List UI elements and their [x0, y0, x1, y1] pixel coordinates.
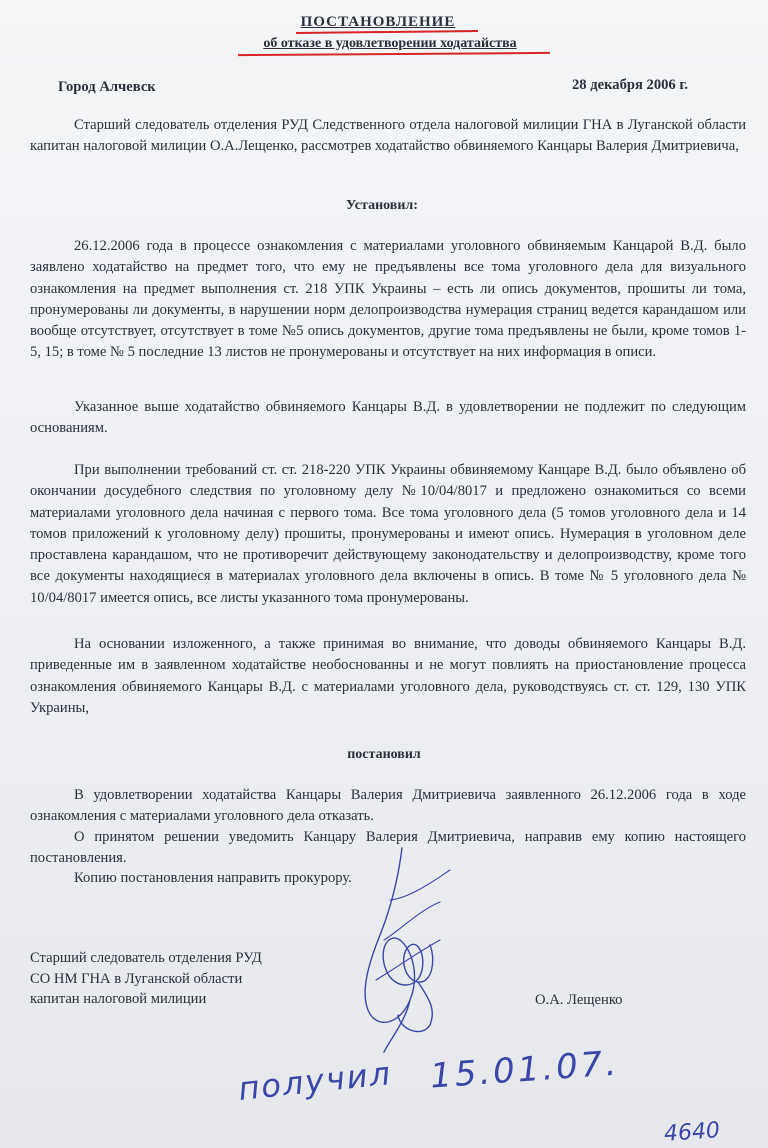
signer-name: О.А. Лещенко [535, 992, 623, 1008]
handwritten-signature [340, 840, 480, 1060]
red-underline [238, 52, 550, 56]
signature-title-line: капитан налоговой милиции [30, 991, 207, 1007]
signature-title-line: СО НМ ГНА в Луганской области [30, 971, 243, 987]
document-subtitle: об отказе в удовлетворении ходатайства [263, 36, 517, 51]
paragraph: При выполнении требований ст. ст. 218-220 УПК Украины обвиняемому Канцаре В.Д. было объявлено об окончании досудебного следствия по уголовному делу №10/04/8017 и предложено ознакомиться со всеми материалами уголовного дела начиная с первого тома. Все тома уголовного дела (5 томов уголовного дела и 14 томов приложений к уголовному делу) прошиты, пронумерованы и имеют опись. Нумерация в уголовном деле проставлена карандашом, что не противоречит действующему законодательству и делопроизводству, кроме того все документы находящиеся в материалах уголовного дела включены в опись. В томе № 5 уголовного дела № 10/04/8017 имеется опись, все листы указанного тома пронумерованы. [30, 462, 746, 606]
intro-paragraph: Старший следователь отделения РУД Следственного отдела налоговой милиции ГНА в Луганской области капитан налоговой милиции О.А.Лещенко, рассмотрев ходатайство обвиняемого Канцары Валерия Дмитриевича, [30, 117, 746, 155]
date: 28 декабря 2006 г. [572, 77, 689, 93]
handwritten-received-date: 15.01.07. [428, 1043, 621, 1097]
city: Город Алчевск [58, 79, 156, 95]
decision-paragraph: В удовлетворении ходатайства Канцары Валерия Дмитриевича заявленного 26.12.2006 года в ходе ознакомления с материалами уголовного дела отказать. [30, 787, 746, 825]
handwritten-page-number: 4640 [663, 1118, 721, 1147]
signature-title-line: Старший следователь отделения РУД [30, 950, 262, 966]
paragraph: Указанное выше ходатайство обвиняемого Канцары В.Д. в удовлетворении не подлежит по следующим основаниям. [30, 399, 746, 437]
paragraph: На основании изложенного, а также принимая во внимание, что доводы обвиняемого Канцары В.Д. приведенные им в заявленном ходатайстве необоснованны и не могут повлиять на приостановление процесса ознакомления обвиняемого Канцары В.Д. с материалами уголовного дела, руководствуясь ст. ст. 129, 130 УПК Украины, [30, 636, 746, 716]
paragraph: 26.12.2006 года в процессе ознакомления с материалами уголовного обвиняемым Канцарой В.Д. было заявлено ходатайство на предмет того, что ему не предъявлены все тома уголовного дела для визуального ознакомления на предмет выполнения ст. 218 УПК Украины – есть ли опись документов, прошиты ли тома, пронумерованы ли документы, в нарушении норм делопроизводства нумерация страниц ведется карандашом или вообще отсутствует, отсутствует в томе №5 опись документов, другие тома предъявлены не были, кроме томов 1-5, 15; в томе № 5 последние 13 листов не пронумерованы и отсутствует на них информация в описи. [30, 238, 746, 361]
section-heading-established: Установил: [346, 198, 418, 213]
document-title: ПОСТАНОВЛЕНИЕ [300, 14, 456, 30]
handwritten-received-note: получил [236, 1054, 394, 1108]
section-heading-resolved: постановил [347, 747, 421, 762]
decision-paragraph: Копию постановления направить прокурору. [74, 870, 352, 886]
decision-paragraph: О принятом решении уведомить Канцару Валерия Дмитриевича, направив ему копию настоящего постановления. [30, 829, 746, 867]
